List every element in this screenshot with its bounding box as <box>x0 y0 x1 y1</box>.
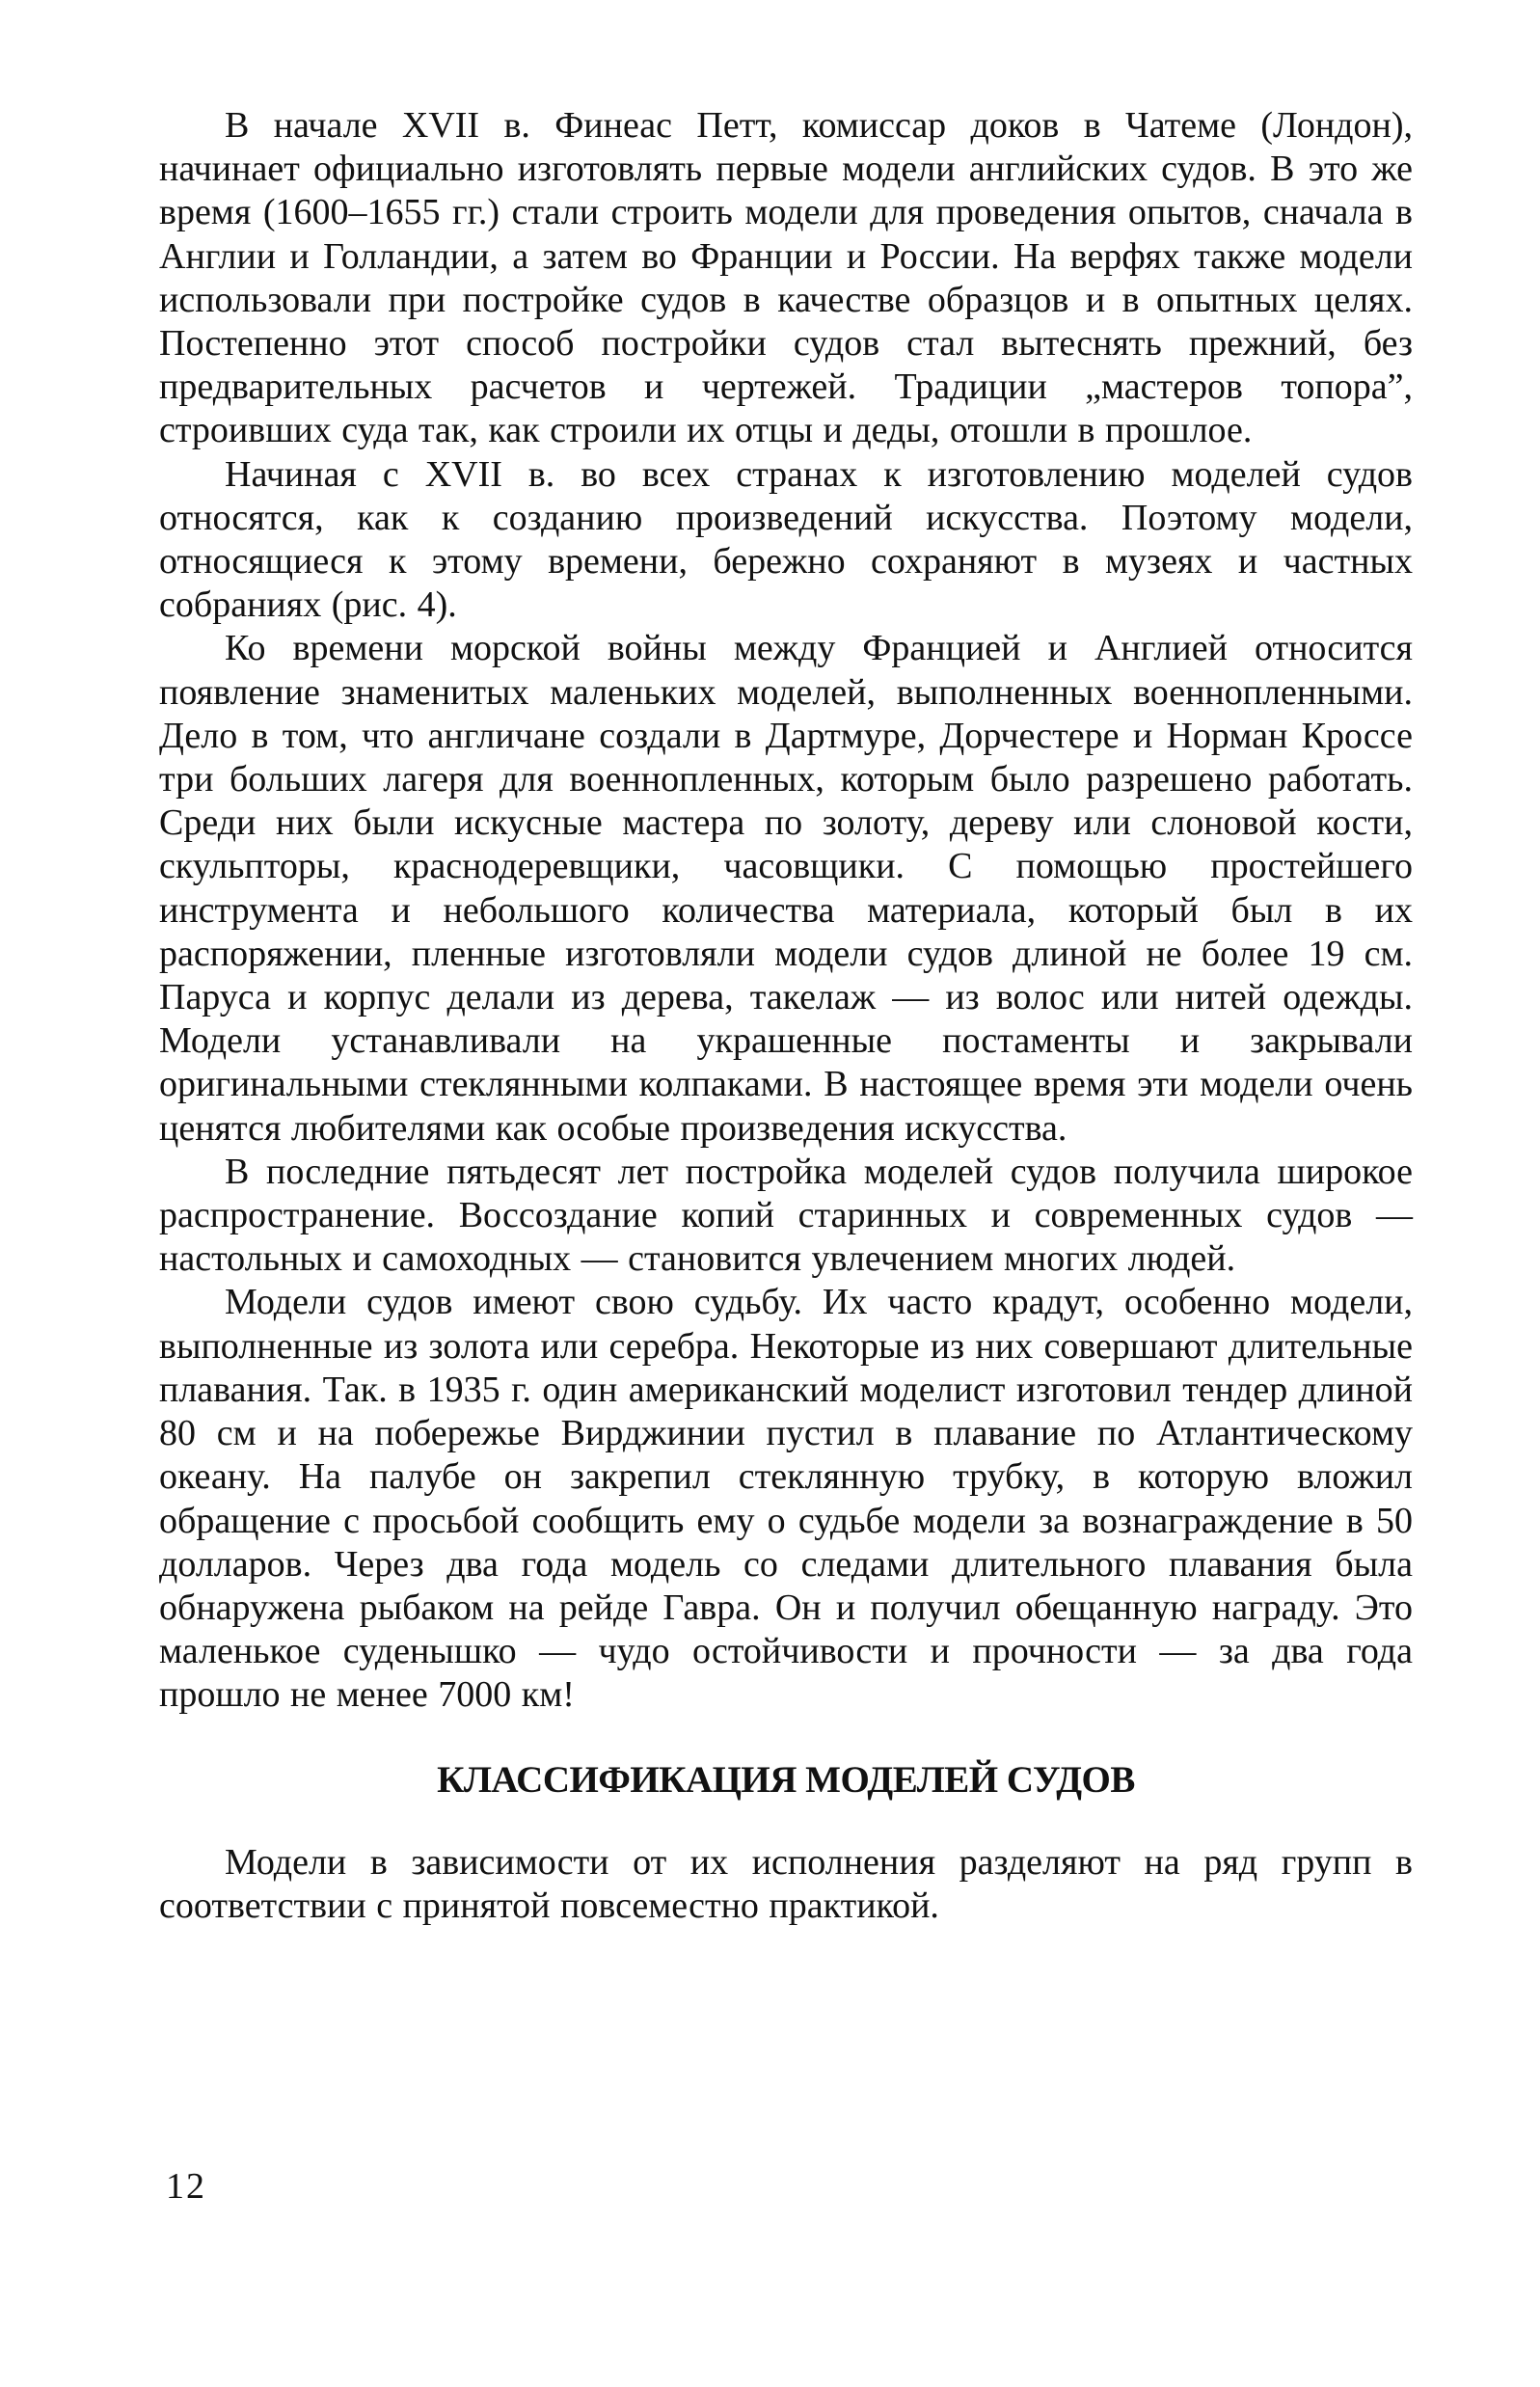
paragraph-phineas-pett: В начале XVII в. Финеас Петт, комиссар доков в Чатеме (Лондон), начинает официально изготовлять первые модели английских судов. В это же время (1600–1655 гг.) стали строить модели для проведения опытов, сначала в Англии и Голландии, а затем во Франции и России. На верфях также модели использовали при постройке судов в качестве образцов и в опытных целях. Постепенно этот способ постройки судов стал вытеснять прежний, без предварительных расчетов и чертежей. Традиции „мастеров топора”, строивших суда так, как строили их отцы и деды, отошли в прошлое. <box>159 105 1413 451</box>
paragraph-classification-intro: Модели в зависимости от их исполнения разделяют на ряд групп в соответствии с принятой повсеместно практикой. <box>159 1841 1413 1926</box>
page-number: 12 <box>166 2166 206 2207</box>
paragraph-seventeenth-century: Начиная с XVII в. во всех странах к изготовлению моделей судов относятся, как к созданию произведений искусства. Поэтому модели, относящиеся к этому времени, бережно сохраняют в музеях и частных собраниях (рис. 4). <box>159 453 1413 626</box>
paragraph-model-fate: Модели судов имеют свою судьбу. Их часто крадут, особенно модели, выполненные из золота или серебра. Некоторые из них совершают длительные плавания. Так. в 1935 г. один американский моделист изготовил тендер длиной 80 см и на побережье Вирджинии пустил в плавание по Атлантическому океану. На палубе он закрепил стеклянную трубку, в которую вложил обращение с просьбой сообщить ему о судьбе модели за вознаграждение в 50 долларов. Через два года модель со следами длительного плавания была обнаружена рыбаком на рейде Гавра. Он и получил обещанную награду. Это маленькое суденышко — чудо остойчивости и прочности — за два года прошло не менее 7000 км! <box>159 1282 1413 1716</box>
paragraph-prisoner-models: Ко времени морской войны между Францией и Англией относится появление знаменитых маленьких моделей, выполненных военнопленными. Дело в том, что англичане создали в Дартмуре, Дорчестере и Норман Кроссе три больших лагеря для военнопленных, которым было разрешено работать. Среди них были искусные мастера по золоту, дереву или слоновой кости, скульпторы, краснодеревщики, часовщики. С помощью простейшего инструмента и небольшого количества материала, который был в их распоряжении, пленные изготовляли модели судов длиной не более 19 см. Паруса и корпус делали из дерева, такелаж — из волос или нитей одежды. Модели устанавливали на украшенные постаменты и закрывали оригинальными стеклянными колпаками. В настоящее время эти модели очень ценятся любителями как особые произведения искусства. <box>159 628 1413 1149</box>
paragraph-last-fifty-years: В последние пятьдесят лет постройка моделей судов получила широкое распространение. Воссоздание копий старинных и современных судов — настольных и самоходных — становится увлечением многих людей. <box>159 1151 1413 1280</box>
book-page <box>159 104 1413 2351</box>
section-heading: КЛАССИФИКАЦИЯ МОДЕЛЕЙ СУДОВ <box>437 1758 1135 1801</box>
